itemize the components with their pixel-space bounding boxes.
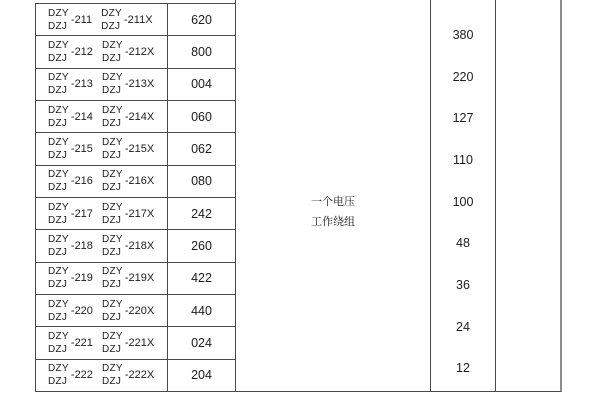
model-prefix-top: DZY bbox=[101, 233, 123, 245]
model-cell bbox=[36, 4, 167, 35]
model-cell bbox=[36, 101, 167, 132]
model-prefix-bottom: DZJ bbox=[48, 85, 68, 97]
model-suffix-x: -220X bbox=[124, 304, 155, 317]
table-row bbox=[36, 133, 235, 165]
coil-value-cell: 060 bbox=[167, 101, 235, 132]
model-suffix: -222 bbox=[70, 369, 93, 382]
model-prefix-top: DZY bbox=[101, 201, 123, 213]
model-suffix-x: -214X bbox=[124, 110, 155, 123]
model-prefix-top: DZY bbox=[101, 298, 123, 310]
model-prefix-stack bbox=[101, 7, 122, 33]
model-suffix-x: -211X bbox=[124, 13, 153, 26]
model-prefix-bottom: DZJ bbox=[48, 311, 68, 323]
model-prefix-top: DZY bbox=[101, 330, 123, 342]
coil-value-cell: 080 bbox=[167, 166, 235, 197]
model-suffix: -219 bbox=[70, 272, 93, 285]
model-prefix-stack bbox=[102, 298, 123, 324]
model-suffix: -218 bbox=[70, 239, 93, 252]
model-prefix-bottom: DZJ bbox=[101, 85, 122, 97]
model-suffix: -214 bbox=[70, 110, 93, 123]
model-suffix-x: -217X bbox=[124, 207, 155, 220]
model-cell bbox=[36, 133, 167, 164]
coil-value-cell: 422 bbox=[167, 263, 235, 294]
voltage-value: 48 bbox=[456, 236, 470, 251]
model-prefix-bottom: DZJ bbox=[48, 149, 68, 161]
model-cell bbox=[36, 295, 167, 326]
model-cell bbox=[36, 166, 167, 197]
model-prefix-stack bbox=[48, 362, 69, 388]
model-suffix: -215 bbox=[70, 142, 93, 155]
model-prefix-stack bbox=[48, 201, 69, 227]
model-prefix-bottom: DZJ bbox=[101, 279, 122, 291]
table-row bbox=[36, 198, 235, 230]
model-prefix-top: DZY bbox=[101, 72, 123, 84]
model-suffix: -213 bbox=[70, 78, 93, 91]
model-prefix-stack bbox=[102, 39, 123, 65]
model-prefix-stack bbox=[102, 104, 123, 130]
model-prefix-bottom: DZJ bbox=[101, 246, 122, 258]
model-prefix-top: DZY bbox=[48, 72, 69, 84]
model-prefix-bottom: DZJ bbox=[48, 279, 68, 291]
model-suffix-x: -221X bbox=[124, 336, 155, 349]
model-suffix-x: -222X bbox=[124, 369, 155, 382]
table-row bbox=[36, 230, 235, 262]
model-prefix-top: DZY bbox=[48, 266, 69, 278]
winding-note-line2: 工作绕组 bbox=[311, 216, 355, 228]
model-prefix-stack bbox=[48, 298, 69, 324]
model-prefix-top: DZY bbox=[48, 39, 69, 51]
model-prefix-stack bbox=[48, 104, 69, 130]
model-prefix-top: DZY bbox=[48, 7, 69, 19]
model-prefix-stack bbox=[48, 71, 69, 97]
model-prefix-stack bbox=[102, 233, 123, 259]
model-prefix-bottom: DZJ bbox=[101, 343, 122, 355]
model-prefix-stack bbox=[102, 136, 123, 162]
model-prefix-bottom: DZJ bbox=[101, 214, 122, 226]
model-suffix-x: -219X bbox=[124, 272, 155, 285]
model-prefix-bottom: DZJ bbox=[48, 52, 68, 64]
model-suffix: -212 bbox=[70, 45, 93, 58]
model-prefix-top: DZY bbox=[101, 39, 123, 51]
model-cell bbox=[36, 198, 167, 229]
model-prefix-bottom: DZJ bbox=[101, 149, 122, 161]
model-suffix: -221 bbox=[70, 336, 93, 349]
model-cell bbox=[36, 327, 167, 358]
voltage-value: 110 bbox=[453, 152, 473, 167]
model-prefix-stack bbox=[48, 136, 69, 162]
model-suffix-x: -212X bbox=[124, 45, 155, 58]
table-row bbox=[36, 166, 235, 198]
model-prefix-top: DZY bbox=[101, 7, 123, 19]
model-suffix: -220 bbox=[70, 304, 93, 317]
table-row bbox=[36, 36, 235, 68]
model-prefix-bottom: DZJ bbox=[48, 214, 68, 226]
model-suffix-x: -218X bbox=[124, 239, 155, 252]
model-prefix-stack bbox=[102, 71, 123, 97]
coil-value-cell: 204 bbox=[167, 360, 235, 391]
voltage-column bbox=[430, 0, 495, 392]
model-prefix-stack bbox=[102, 201, 123, 227]
model-suffix: -217 bbox=[70, 207, 93, 220]
model-cell bbox=[36, 69, 167, 100]
model-prefix-top: DZY bbox=[48, 363, 69, 375]
empty-column bbox=[495, 0, 562, 392]
table-row bbox=[36, 327, 235, 359]
model-prefix-top: DZY bbox=[48, 201, 69, 213]
model-suffix-x: -213X bbox=[124, 78, 155, 91]
model-prefix-top: DZY bbox=[101, 266, 123, 278]
model-cell bbox=[36, 36, 167, 67]
model-prefix-top: DZY bbox=[48, 233, 69, 245]
winding-note-line1: 一个电压 bbox=[311, 196, 355, 208]
voltage-value: 100 bbox=[452, 194, 474, 209]
model-cell bbox=[36, 360, 167, 391]
table-row bbox=[36, 101, 235, 133]
coil-value-cell: 062 bbox=[167, 133, 235, 164]
coil-value-cell: 620 bbox=[167, 4, 235, 35]
model-prefix-top: DZY bbox=[48, 330, 69, 342]
model-prefix-stack bbox=[48, 168, 69, 194]
model-prefix-stack bbox=[48, 233, 69, 259]
model-suffix-x: -216X bbox=[124, 175, 155, 188]
model-prefix-bottom: DZJ bbox=[48, 20, 68, 32]
model-prefix-top: DZY bbox=[48, 298, 69, 310]
winding-note-cell bbox=[235, 0, 430, 392]
model-prefix-top: DZY bbox=[48, 104, 69, 116]
model-prefix-bottom: DZJ bbox=[48, 117, 68, 129]
coil-value-cell: 440 bbox=[167, 295, 235, 326]
voltage-value: 12 bbox=[456, 361, 470, 376]
coil-value-cell: 800 bbox=[167, 36, 235, 67]
model-prefix-stack bbox=[102, 330, 123, 356]
model-prefix-top: DZY bbox=[48, 136, 69, 148]
model-prefix-bottom: DZJ bbox=[101, 20, 121, 32]
model-prefix-top: DZY bbox=[48, 169, 69, 181]
model-prefix-bottom: DZJ bbox=[48, 182, 68, 194]
table-row bbox=[36, 69, 235, 101]
model-prefix-stack bbox=[102, 168, 123, 194]
model-prefix-top: DZY bbox=[101, 104, 123, 116]
voltage-value: 24 bbox=[456, 319, 470, 334]
model-prefix-bottom: DZJ bbox=[101, 376, 122, 388]
model-prefix-stack bbox=[48, 265, 69, 291]
model-prefix-stack bbox=[102, 362, 123, 388]
model-prefix-bottom: DZJ bbox=[101, 117, 122, 129]
relay-model-table bbox=[35, 3, 235, 392]
coil-value-cell: 242 bbox=[167, 198, 235, 229]
model-prefix-bottom: DZJ bbox=[48, 343, 68, 355]
model-suffix: -211 bbox=[70, 13, 93, 26]
table-row bbox=[36, 263, 235, 295]
model-prefix-stack bbox=[48, 330, 69, 356]
model-prefix-stack bbox=[48, 7, 69, 33]
model-prefix-bottom: DZJ bbox=[48, 376, 68, 388]
model-prefix-top: DZY bbox=[101, 136, 123, 148]
model-suffix-x: -215X bbox=[124, 142, 155, 155]
model-prefix-bottom: DZJ bbox=[48, 246, 68, 258]
model-cell bbox=[36, 263, 167, 294]
coil-value-cell: 024 bbox=[167, 327, 235, 358]
voltage-value: 220 bbox=[452, 69, 474, 84]
voltage-value: 127 bbox=[452, 111, 474, 126]
model-prefix-stack bbox=[102, 265, 123, 291]
table-row bbox=[36, 360, 235, 392]
model-prefix-top: DZY bbox=[101, 363, 123, 375]
model-prefix-top: DZY bbox=[101, 169, 123, 181]
model-prefix-bottom: DZJ bbox=[101, 311, 122, 323]
voltage-value: 380 bbox=[452, 27, 474, 42]
coil-value-cell: 004 bbox=[167, 69, 235, 100]
model-prefix-bottom: DZJ bbox=[101, 182, 122, 194]
table-row bbox=[36, 4, 235, 36]
voltage-value: 36 bbox=[456, 277, 470, 292]
model-prefix-bottom: DZJ bbox=[101, 52, 122, 64]
model-cell bbox=[36, 230, 167, 261]
table-row bbox=[36, 295, 235, 327]
model-suffix: -216 bbox=[70, 175, 93, 188]
model-prefix-stack bbox=[48, 39, 69, 65]
coil-value-cell: 260 bbox=[167, 230, 235, 261]
